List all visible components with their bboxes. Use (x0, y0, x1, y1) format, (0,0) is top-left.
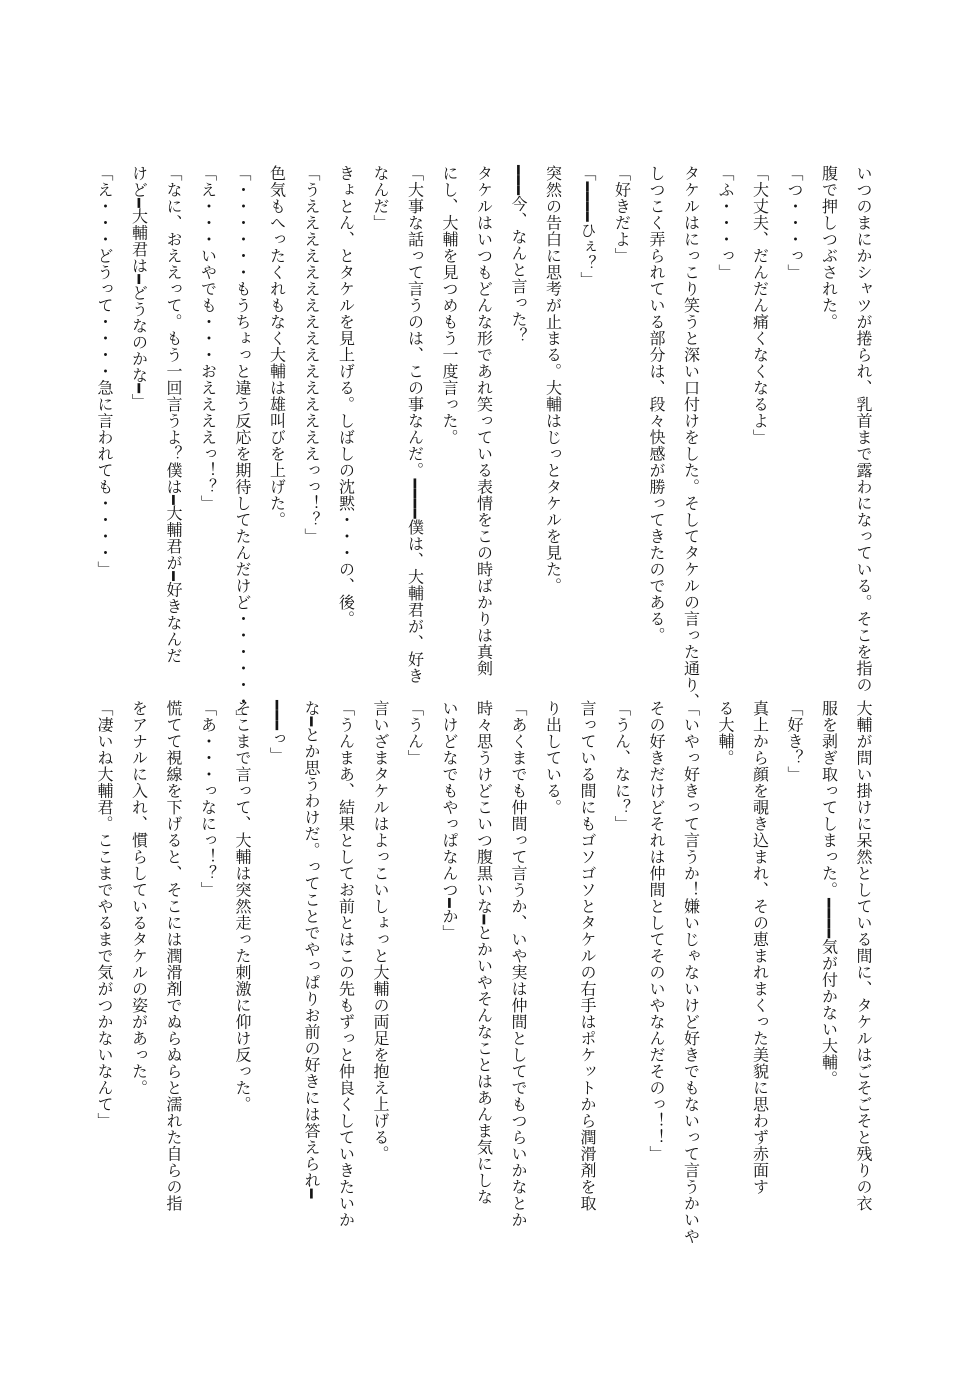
text-line: 「ふ・・・っ」 (716, 165, 735, 281)
text-line: 言いざまタケルはよっこいしょっと大輔の両足を抱え上げる。 (371, 700, 390, 1162)
text-line: しつこく弄られている部分は、段々快感が勝ってきたのである。 (647, 165, 666, 644)
text-line: 「え・・・いやでも・・・おええええっ！？」 (198, 165, 218, 512)
text-line: 「うん」 (405, 700, 425, 766)
text-line: な━とか思うわけだ。ってことでやっぱりお前の好きには答えられ━ (302, 700, 321, 1199)
text-line: 「大事な話って言うのは、この事なんだ。━━━━僕は、大輔君が、好き (405, 165, 425, 685)
upper-text-block (87, 165, 881, 726)
text-line: 時々思うけどこいつ腹黒いな━とかいやそんなことはあんま気にしな (474, 700, 494, 1206)
text-line: 言っている間にもゴソゴソとタケルの右手はポケットから潤滑剤を取 (578, 700, 597, 1212)
text-line: 真上から顔を覗き込まれ、その恵まれまくった美貌に思わず赤面す (750, 700, 770, 1195)
text-line: 「好きだよ」 (612, 165, 632, 264)
text-line: 「あ・・・っなにっ！？」 (198, 700, 218, 898)
text-line: 「━━━━ひぇ？」 (578, 165, 597, 289)
text-line: 「つ・・・っ」 (785, 165, 804, 281)
text-line: けど━大輔君は━どうなのかな━」 (129, 165, 149, 410)
text-line: 腹で押しつぶされた。 (819, 165, 839, 330)
text-line: 「好き？」 (785, 700, 804, 783)
text-line: いつのまにかシャツが捲られ、乳首まで露わになっている。そこを指の (854, 165, 873, 693)
text-line: 「大丈夫、だんだん痛くなくなるよ」 (750, 165, 770, 446)
text-line: 「なに、おええって。もう一回言うよ？僕は━大輔君が━好きなんだ (164, 165, 183, 664)
text-line: 「うんまあ、結果としてお前とはこの先もずっと仲良くしていきたいか (336, 700, 356, 1228)
text-line: 「凄いね大輔君。ここまでやるまで気がつかないなんて」 (95, 700, 114, 1129)
text-line: り出している。 (543, 700, 563, 816)
text-line: 「うん、なに？」 (612, 700, 632, 832)
text-line: 突然の告白に思考が止まる。大輔はじっとタケルを見た。 (543, 165, 563, 594)
text-line: きょとん、とタケルを見上げる。しばしの沈黙・・・の、後。 (336, 165, 356, 627)
text-line: 色気もへったくれもなく大輔は雄叫びを上げた。 (267, 165, 287, 528)
text-line: 大輔が問い掛けに呆然としている間に、タケルはごそごそと残りの衣 (854, 700, 873, 1212)
text-line: 「あくまでも仲間って言うか、いや実は仲間としてでもつらいかなとか (509, 700, 528, 1228)
text-line: る大輔。 (716, 700, 735, 766)
text-line: ━━━っ」 (267, 700, 287, 764)
text-line: その好きだけどそれは仲間としてそのいやなんだそのっ！！」 (647, 700, 666, 1162)
text-line: タケルはにっこり笑うと深い口付けをした。そしてタケルの言った通り、 (681, 165, 701, 710)
text-line: 「・・・・・・もうちょっと違う反応を期待してたんだけど・・・・・・」 (233, 165, 252, 726)
text-line: 「いやっ好きって言うか！嫌いじゃないけど好きでもないって言うかいや (681, 700, 701, 1245)
text-line: そこまで言って、大輔は突然走った刺激に仰け反った。 (233, 700, 252, 1113)
lower-text-block (87, 700, 881, 1270)
text-line: いけどなでもやっぱなんつ━か」 (440, 700, 459, 942)
text-line: をアナルに入れ、慣らしているタケルの姿があった。 (129, 700, 149, 1096)
text-line: なんだ」 (371, 165, 390, 231)
text-line: 服を剥ぎ取ってしまった。━━━━気が付かない大輔。 (819, 700, 839, 1088)
text-line: ━━━今、なんと言った？ (509, 165, 528, 344)
text-line: にし、大輔を見つめもう一度言った。 (440, 165, 459, 446)
text-line: タケルはいつもどんな形であれ笑っている表情をこの時ばかりは真剣 (474, 165, 494, 677)
text-line: 「え・・・どうって・・・・急に言われても・・・・」 (95, 165, 114, 578)
text-line: 「うええええええええええええええええっっ！？」 (302, 165, 321, 545)
text-line: 慌てて視線を下げると、そこには潤滑剤でぬらぬらと濡れた自らの指 (164, 700, 183, 1212)
